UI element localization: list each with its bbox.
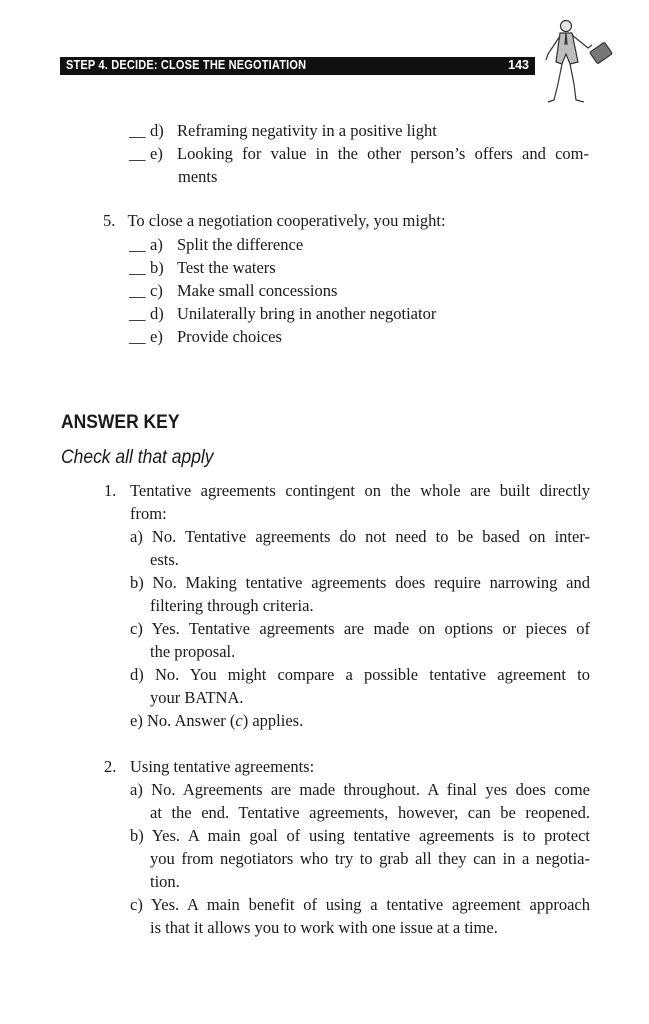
option-text: Split the difference (177, 235, 304, 254)
answer-1e (130, 709, 303, 732)
option-letter: c) (150, 281, 163, 300)
answer-2c: c) Yes. A main benefit of using a tentative agreement approach (130, 895, 590, 914)
option-text-continued: ments (178, 167, 218, 186)
question-text: To close a negotiation cooperatively, you might: (127, 211, 446, 230)
page-number: 143 (508, 58, 529, 72)
answer-blank[interactable]: __ (129, 258, 146, 277)
answer-item-1-number: 1. (104, 481, 117, 500)
answer-1e-end: ) applies. (242, 711, 304, 730)
option-letter: a) (150, 235, 163, 254)
answer-blank[interactable]: __ (129, 235, 146, 254)
answer-1a-cont: ests. (150, 550, 179, 569)
q5-option-e (129, 325, 599, 348)
answer-key-heading: ANSWER KEY (61, 412, 180, 433)
option-letter: b) (150, 258, 164, 277)
answer-blank[interactable]: __ (129, 121, 146, 140)
q5-option-d (129, 302, 599, 325)
answer-2b: b) Yes. A main goal of using tentative agreements is to protect (130, 826, 590, 845)
option-letter: d) (150, 121, 164, 140)
answer-key-subheading: Check all that apply (61, 447, 214, 468)
answer-2b-cont: you from negotiators who try to grab all they can in a negotia- (150, 849, 590, 868)
question-5 (103, 209, 446, 232)
answer-1c-cont: the proposal. (150, 642, 236, 661)
answer-blank[interactable]: __ (129, 144, 146, 163)
answer-item-2-question: Using tentative agreements: (130, 757, 315, 776)
option-text: Looking for value in the other person’s offers and com- (177, 144, 589, 163)
answer-2a: a) No. Agreements are made throughout. A final yes does come (130, 780, 590, 799)
answer-blank[interactable]: __ (129, 304, 146, 323)
option-text: Unilaterally bring in another negotiator (177, 304, 437, 323)
businessman-icon (540, 14, 620, 108)
answer-1b-cont: filtering through criteria. (150, 596, 314, 615)
answer-item-1-question-cont: from: (130, 504, 167, 523)
option-text: Test the waters (177, 258, 276, 277)
answer-2a-cont: at the end. Tentative agreements, however, can be reopened. (150, 803, 590, 822)
answer-1c: c) Yes. Tentative agreements are made on options or pieces of (130, 619, 590, 638)
answer-1a: a) No. Tentative agreements do not need to be based on inter- (130, 527, 590, 546)
answer-1d: d) No. You might compare a possible tentative agreement to (130, 665, 590, 684)
answer-1e-ref: c (235, 711, 243, 730)
q5-option-c (129, 279, 599, 302)
option-text: Make small concessions (177, 281, 338, 300)
answer-1b: b) No. Making tentative agreements does require narrowing and (130, 573, 590, 592)
option-text: Provide choices (177, 327, 282, 346)
option-text: Reframing negativity in a positive light (177, 121, 437, 140)
answer-item-2-number: 2. (104, 757, 117, 776)
q5-option-b (129, 256, 599, 279)
answer-item-1-question: Tentative agreements contingent on the whole are built directly (130, 481, 590, 500)
answer-1e-text: e) No. Answer ( (130, 711, 236, 730)
q5-option-a (129, 233, 599, 256)
q4-option-e (129, 142, 599, 165)
answer-1d-cont: your BATNA. (150, 688, 244, 707)
answer-2b-cont2: tion. (150, 872, 180, 891)
q4-option-d (129, 119, 599, 142)
option-letter: d) (150, 304, 164, 323)
option-letter: e) (150, 327, 163, 346)
option-letter: e) (150, 144, 163, 163)
answer-blank[interactable]: __ (129, 327, 146, 346)
answer-blank[interactable]: __ (129, 281, 146, 300)
running-header (60, 57, 535, 75)
answer-2c-cont: is that it allows you to work with one issue at a time. (150, 918, 498, 937)
chapter-title: STEP 4. DECIDE: CLOSE THE NEGOTIATION (66, 58, 307, 72)
question-number: 5. (103, 211, 116, 230)
